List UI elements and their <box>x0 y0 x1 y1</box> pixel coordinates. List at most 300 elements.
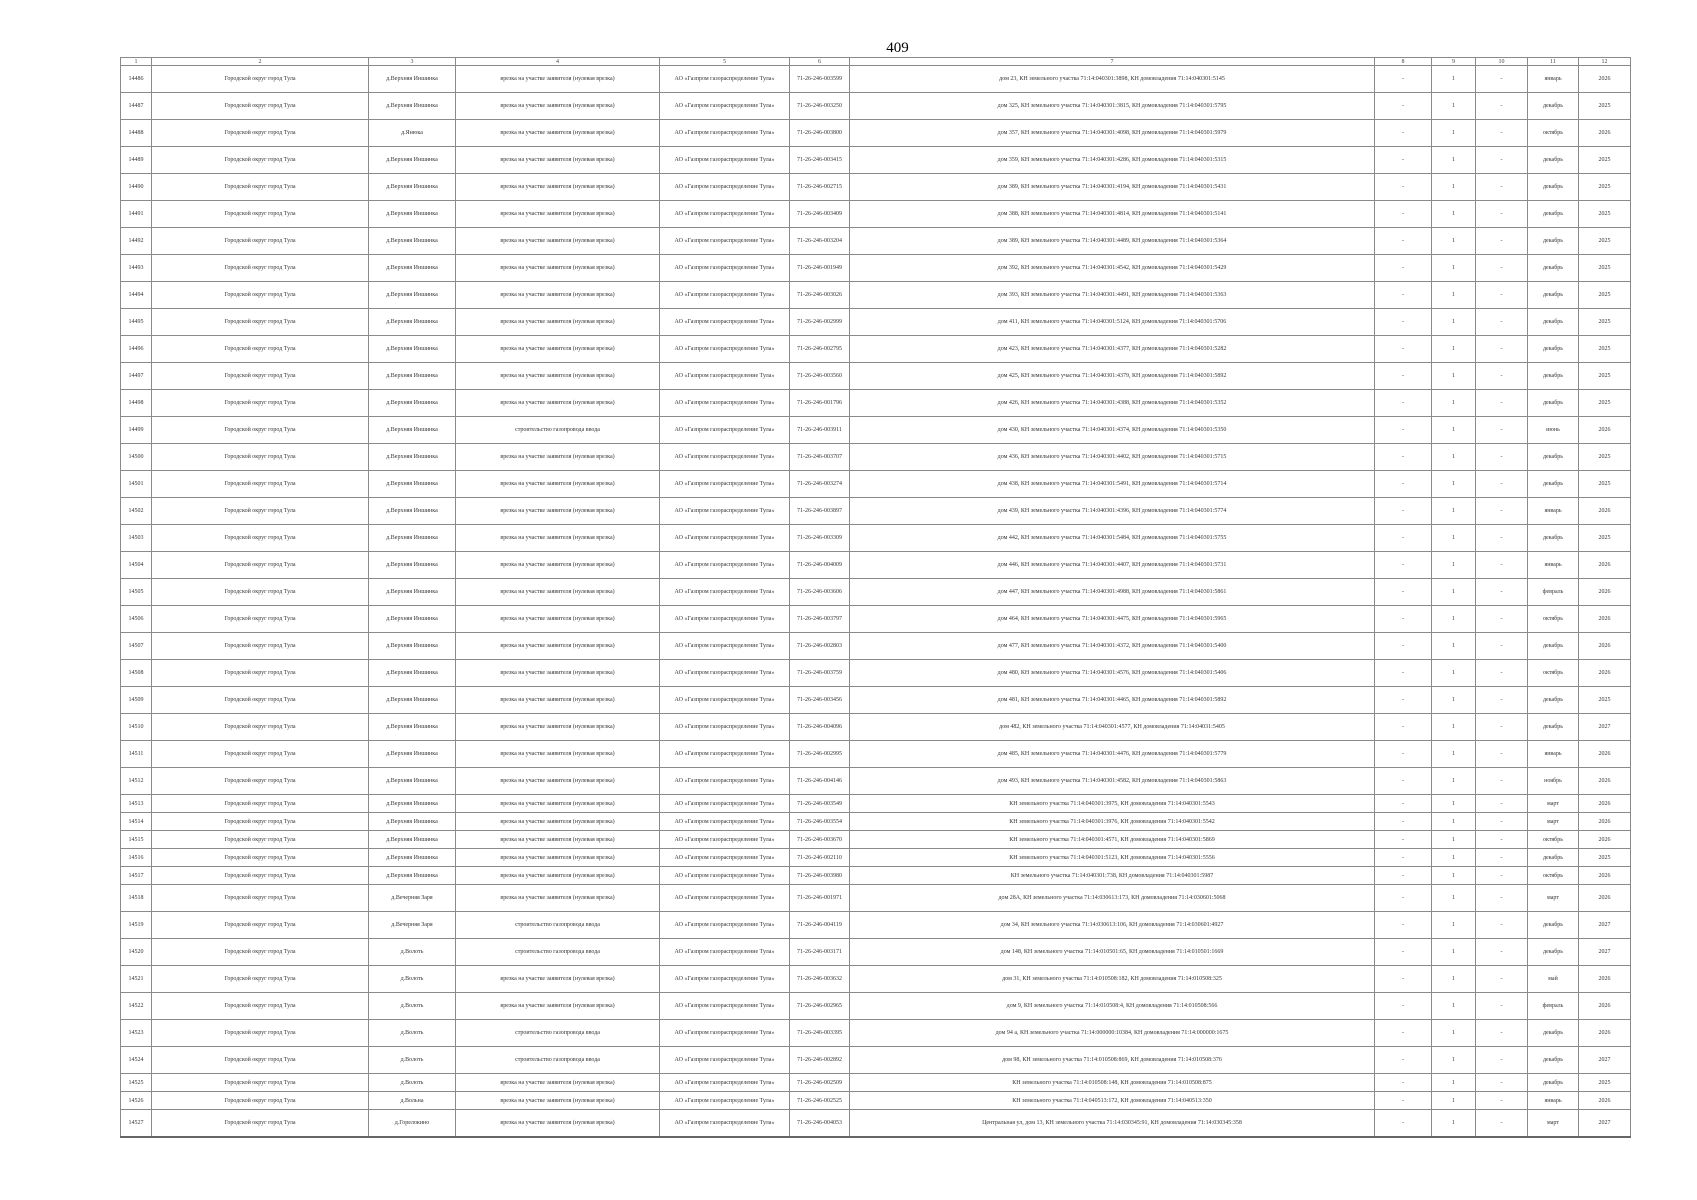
application-code-cell: 71-26-246-003554 <box>790 813 850 831</box>
table-row <box>121 579 1631 606</box>
object-description-cell: КН земельного участка 71:14:040301:5123, КН домовладения 71:14:040301:5556 <box>850 849 1375 867</box>
object-description-cell: дом 23, КН земельного участка 71:14:040301:3898, КН домовладения 71:14:040301:5145 <box>850 66 1375 93</box>
column-10-cell: - <box>1476 66 1528 93</box>
column-8-cell: - <box>1375 390 1432 417</box>
organization-cell: АО «Газпром газораспределение Тула» <box>660 1047 790 1074</box>
year-cell: 2026 <box>1579 993 1631 1020</box>
column-10-cell: - <box>1476 525 1528 552</box>
quantity-cell: 1 <box>1432 606 1476 633</box>
table-row <box>121 714 1631 741</box>
object-description-cell: дом 480, КН земельного участка 71:14:040301:4576, КН домовладения 71:14:040301:5406 <box>850 660 1375 687</box>
settlement-cell: д.Верхняя Иншинка <box>369 498 456 525</box>
organization-cell: АО «Газпром газораспределение Тула» <box>660 93 790 120</box>
year-cell: 2026 <box>1579 1092 1631 1110</box>
work-type-cell: строительство газопровода ввода <box>456 939 660 966</box>
quantity-cell: 1 <box>1432 309 1476 336</box>
application-code-cell: 71-26-246-001796 <box>790 390 850 417</box>
organization-cell: АО «Газпром газораспределение Тула» <box>660 120 790 147</box>
year-cell: 2026 <box>1579 606 1631 633</box>
quantity-cell: 1 <box>1432 552 1476 579</box>
year-cell: 2026 <box>1579 966 1631 993</box>
row-number-cell: 14502 <box>121 498 152 525</box>
organization-cell: АО «Газпром газораспределение Тула» <box>660 606 790 633</box>
month-cell: январь <box>1528 66 1579 93</box>
settlement-cell: д.Верхняя Иншинка <box>369 741 456 768</box>
row-number-cell: 14516 <box>121 849 152 867</box>
application-code-cell: 71-26-246-003456 <box>790 687 850 714</box>
row-number-cell: 14486 <box>121 66 152 93</box>
organization-cell: АО «Газпром газораспределение Тула» <box>660 390 790 417</box>
district-cell: Городской округ город Тула <box>152 1074 369 1092</box>
table-row <box>121 687 1631 714</box>
work-type-cell: врезка на участке заявителя (нулевая врезка) <box>456 336 660 363</box>
column-8-cell: - <box>1375 417 1432 444</box>
column-10-cell: - <box>1476 966 1528 993</box>
district-cell: Городской округ город Тула <box>152 867 369 885</box>
work-type-cell: строительство газопровода ввода <box>456 912 660 939</box>
quantity-cell: 1 <box>1432 255 1476 282</box>
settlement-cell: д.Вечерняя Заря <box>369 912 456 939</box>
table-row <box>121 498 1631 525</box>
organization-cell: АО «Газпром газораспределение Тула» <box>660 228 790 255</box>
quantity-cell: 1 <box>1432 939 1476 966</box>
month-cell: декабрь <box>1528 336 1579 363</box>
column-10-cell: - <box>1476 1074 1528 1092</box>
quantity-cell: 1 <box>1432 525 1476 552</box>
district-cell: Городской округ город Тула <box>152 120 369 147</box>
organization-cell: АО «Газпром газораспределение Тула» <box>660 309 790 336</box>
object-description-cell: дом 393, КН земельного участка 71:14:040301:4491, КН домовладения 71:14:040301:5363 <box>850 282 1375 309</box>
year-cell: 2026 <box>1579 768 1631 795</box>
table-row <box>121 966 1631 993</box>
year-cell: 2025 <box>1579 363 1631 390</box>
month-cell: декабрь <box>1528 714 1579 741</box>
application-code-cell: 71-26-246-002525 <box>790 1092 850 1110</box>
quantity-cell: 1 <box>1432 1110 1476 1138</box>
row-number-cell: 14514 <box>121 813 152 831</box>
column-8-cell: - <box>1375 120 1432 147</box>
month-cell: декабрь <box>1528 390 1579 417</box>
settlement-cell: д.Верхняя Иншинка <box>369 390 456 417</box>
year-cell: 2027 <box>1579 714 1631 741</box>
column-8-cell: - <box>1375 93 1432 120</box>
settlement-cell: д.Верхняя Иншинка <box>369 687 456 714</box>
month-cell: октябрь <box>1528 660 1579 687</box>
district-cell: Городской округ город Тула <box>152 444 369 471</box>
column-10-cell: - <box>1476 1020 1528 1047</box>
month-cell: март <box>1528 813 1579 831</box>
settlement-cell: д.Верхняя Иншинка <box>369 336 456 363</box>
application-code-cell: 71-26-246-002509 <box>790 1074 850 1092</box>
column-header: 10 <box>1476 58 1528 66</box>
quantity-cell: 1 <box>1432 912 1476 939</box>
year-cell: 2026 <box>1579 1020 1631 1047</box>
year-cell: 2025 <box>1579 201 1631 228</box>
column-8-cell: - <box>1375 255 1432 282</box>
year-cell: 2026 <box>1579 579 1631 606</box>
settlement-cell: д.Верхняя Иншинка <box>369 813 456 831</box>
column-10-cell: - <box>1476 1047 1528 1074</box>
column-header: 9 <box>1432 58 1476 66</box>
column-10-cell: - <box>1476 579 1528 606</box>
column-header: 6 <box>790 58 850 66</box>
month-cell: декабрь <box>1528 174 1579 201</box>
row-number-cell: 14527 <box>121 1110 152 1138</box>
work-type-cell: врезка на участке заявителя (нулевая врезка) <box>456 471 660 498</box>
column-8-cell: - <box>1375 1020 1432 1047</box>
column-10-cell: - <box>1476 417 1528 444</box>
object-description-cell: КН земельного участка 71:14:040513:172, КН домовладения 71:14:040513:350 <box>850 1092 1375 1110</box>
application-code-cell: 71-26-246-003549 <box>790 795 850 813</box>
application-code-cell: 71-26-246-004009 <box>790 552 850 579</box>
year-cell: 2026 <box>1579 831 1631 849</box>
organization-cell: АО «Газпром газораспределение Тула» <box>660 66 790 93</box>
column-8-cell: - <box>1375 309 1432 336</box>
work-type-cell: врезка на участке заявителя (нулевая врезка) <box>456 147 660 174</box>
organization-cell: АО «Газпром газораспределение Тула» <box>660 552 790 579</box>
organization-cell: АО «Газпром газораспределение Тула» <box>660 498 790 525</box>
work-type-cell: врезка на участке заявителя (нулевая врезка) <box>456 552 660 579</box>
application-code-cell: 71-26-246-003204 <box>790 228 850 255</box>
column-8-cell: - <box>1375 1047 1432 1074</box>
organization-cell: АО «Газпром газораспределение Тула» <box>660 363 790 390</box>
column-10-cell: - <box>1476 813 1528 831</box>
month-cell: декабрь <box>1528 444 1579 471</box>
district-cell: Городской округ город Тула <box>152 714 369 741</box>
month-cell: октябрь <box>1528 867 1579 885</box>
month-cell: декабрь <box>1528 93 1579 120</box>
column-8-cell: - <box>1375 201 1432 228</box>
row-number-cell: 14497 <box>121 363 152 390</box>
column-8-cell: - <box>1375 147 1432 174</box>
column-8-cell: - <box>1375 66 1432 93</box>
month-cell: ноябрь <box>1528 768 1579 795</box>
row-number-cell: 14515 <box>121 831 152 849</box>
application-code-cell: 71-26-246-003409 <box>790 201 850 228</box>
work-type-cell: врезка на участке заявителя (нулевая врезка) <box>456 93 660 120</box>
settlement-cell: д.Волоть <box>369 1047 456 1074</box>
settlement-cell: д.Верхняя Иншинка <box>369 444 456 471</box>
object-description-cell: дом 357, КН земельного участка 71:14:040301:4098, КН домовладения 71:14:040301:5979 <box>850 120 1375 147</box>
quantity-cell: 1 <box>1432 201 1476 228</box>
application-code-cell: 71-26-246-003707 <box>790 444 850 471</box>
work-type-cell: врезка на участке заявителя (нулевая врезка) <box>456 363 660 390</box>
column-8-cell: - <box>1375 498 1432 525</box>
district-cell: Городской округ город Тула <box>152 831 369 849</box>
object-description-cell: КН земельного участка 71:14:040301:3975, КН домовладения 71:14:040301:5543 <box>850 795 1375 813</box>
table-row <box>121 552 1631 579</box>
application-code-cell: 71-26-246-003632 <box>790 966 850 993</box>
object-description-cell: дом 446, КН земельного участка 71:14:040301:4407, КН домовладения 71:14:040301:5731 <box>850 552 1375 579</box>
organization-cell: АО «Газпром газораспределение Тула» <box>660 417 790 444</box>
quantity-cell: 1 <box>1432 390 1476 417</box>
column-8-cell: - <box>1375 966 1432 993</box>
month-cell: декабрь <box>1528 633 1579 660</box>
district-cell: Городской округ город Тула <box>152 1020 369 1047</box>
quantity-cell: 1 <box>1432 579 1476 606</box>
settlement-cell: д.Верхняя Иншинка <box>369 633 456 660</box>
organization-cell: АО «Газпром газораспределение Тула» <box>660 255 790 282</box>
column-header: 4 <box>456 58 660 66</box>
column-10-cell: - <box>1476 498 1528 525</box>
column-8-cell: - <box>1375 795 1432 813</box>
settlement-cell: д.Верхняя Иншинка <box>369 93 456 120</box>
quantity-cell: 1 <box>1432 813 1476 831</box>
row-number-cell: 14489 <box>121 147 152 174</box>
table-row <box>121 795 1631 813</box>
application-code-cell: 71-26-246-002999 <box>790 309 850 336</box>
quantity-cell: 1 <box>1432 93 1476 120</box>
work-type-cell: врезка на участке заявителя (нулевая врезка) <box>456 714 660 741</box>
organization-cell: АО «Газпром газораспределение Тула» <box>660 831 790 849</box>
application-code-cell: 71-26-246-002795 <box>790 336 850 363</box>
settlement-cell: д.Янюка <box>369 120 456 147</box>
work-type-cell: врезка на участке заявителя (нулевая врезка) <box>456 525 660 552</box>
settlement-cell: д.Волоть <box>369 939 456 966</box>
object-description-cell: дом 148, КН земельного участка 71:14:010501:65, КН домовладения 71:14:010501:1669 <box>850 939 1375 966</box>
column-10-cell: - <box>1476 255 1528 282</box>
district-cell: Городской округ город Тула <box>152 228 369 255</box>
row-number-cell: 14495 <box>121 309 152 336</box>
column-header: 1 <box>121 58 152 66</box>
work-type-cell: врезка на участке заявителя (нулевая врезка) <box>456 660 660 687</box>
settlement-cell: д.Верхняя Иншинка <box>369 867 456 885</box>
column-8-cell: - <box>1375 444 1432 471</box>
application-code-cell: 71-26-246-002965 <box>790 993 850 1020</box>
work-type-cell: врезка на участке заявителя (нулевая врезка) <box>456 309 660 336</box>
settlement-cell: д.Верхняя Иншинка <box>369 174 456 201</box>
application-code-cell: 71-26-246-003560 <box>790 363 850 390</box>
organization-cell: АО «Газпром газораспределение Тула» <box>660 849 790 867</box>
table-row <box>121 525 1631 552</box>
column-8-cell: - <box>1375 552 1432 579</box>
column-8-cell: - <box>1375 939 1432 966</box>
work-type-cell: врезка на участке заявителя (нулевая врезка) <box>456 1074 660 1092</box>
settlement-cell: д.Верхняя Иншинка <box>369 363 456 390</box>
year-cell: 2025 <box>1579 147 1631 174</box>
object-description-cell: дом 425, КН земельного участка 71:14:040301:4379, КН домовладения 71:14:040301:5892 <box>850 363 1375 390</box>
organization-cell: АО «Газпром газораспределение Тула» <box>660 687 790 714</box>
row-number-cell: 14523 <box>121 1020 152 1047</box>
header-row <box>121 58 1631 66</box>
district-cell: Городской округ город Тула <box>152 552 369 579</box>
settlement-cell: д.Горелокино <box>369 1110 456 1138</box>
month-cell: декабрь <box>1528 849 1579 867</box>
month-cell: декабрь <box>1528 201 1579 228</box>
work-type-cell: врезка на участке заявителя (нулевая врезка) <box>456 993 660 1020</box>
quantity-cell: 1 <box>1432 498 1476 525</box>
settlement-cell: д.Верхняя Иншинка <box>369 831 456 849</box>
organization-cell: АО «Газпром газораспределение Тула» <box>660 912 790 939</box>
row-number-cell: 14498 <box>121 390 152 417</box>
organization-cell: АО «Газпром газораспределение Тула» <box>660 579 790 606</box>
organization-cell: АО «Газпром газораспределение Тула» <box>660 993 790 1020</box>
year-cell: 2025 <box>1579 687 1631 714</box>
month-cell: декабрь <box>1528 282 1579 309</box>
settlement-cell: д.Верхняя Иншинка <box>369 228 456 255</box>
application-code-cell: 71-26-246-004119 <box>790 912 850 939</box>
object-description-cell: дом 481, КН земельного участка 71:14:040301:4465, КН домовладения 71:14:040301:5892 <box>850 687 1375 714</box>
row-number-cell: 14522 <box>121 993 152 1020</box>
table-row <box>121 390 1631 417</box>
year-cell: 2025 <box>1579 282 1631 309</box>
object-description-cell: дом 447, КН земельного участка 71:14:040301:4988, КН домовладения 71:14:040301:5861 <box>850 579 1375 606</box>
district-cell: Городской округ город Тула <box>152 1092 369 1110</box>
quantity-cell: 1 <box>1432 444 1476 471</box>
district-cell: Городской округ город Тула <box>152 633 369 660</box>
settlement-cell: д.Волоть <box>369 1074 456 1092</box>
application-code-cell: 71-26-246-003980 <box>790 867 850 885</box>
organization-cell: АО «Газпром газораспределение Тула» <box>660 660 790 687</box>
column-8-cell: - <box>1375 579 1432 606</box>
month-cell: январь <box>1528 1092 1579 1110</box>
settlement-cell: д.Верхняя Иншинка <box>369 255 456 282</box>
district-cell: Городской округ город Тула <box>152 336 369 363</box>
quantity-cell: 1 <box>1432 363 1476 390</box>
district-cell: Городской округ город Тула <box>152 282 369 309</box>
settlement-cell: д.Верхняя Иншинка <box>369 768 456 795</box>
object-description-cell: дом 439, КН земельного участка 71:14:040301:4396, КН домовладения 71:14:040301:5774 <box>850 498 1375 525</box>
organization-cell: АО «Газпром газораспределение Тула» <box>660 1020 790 1047</box>
month-cell: декабрь <box>1528 912 1579 939</box>
organization-cell: АО «Газпром газораспределение Тула» <box>660 336 790 363</box>
row-number-cell: 14491 <box>121 201 152 228</box>
settlement-cell: д.Верхняя Иншинка <box>369 849 456 867</box>
application-code-cell: 71-26-246-003606 <box>790 579 850 606</box>
district-cell: Городской округ город Тула <box>152 201 369 228</box>
column-10-cell: - <box>1476 768 1528 795</box>
column-header: 12 <box>1579 58 1631 66</box>
year-cell: 2026 <box>1579 813 1631 831</box>
object-description-cell: КН земельного участка 71:14:040301:738, КН домовладения 71:14:040301:5987 <box>850 867 1375 885</box>
year-cell: 2026 <box>1579 120 1631 147</box>
year-cell: 2025 <box>1579 255 1631 282</box>
table-row <box>121 336 1631 363</box>
work-type-cell: врезка на участке заявителя (нулевая врезка) <box>456 66 660 93</box>
settlement-cell: д.Верхняя Иншинка <box>369 471 456 498</box>
organization-cell: АО «Газпром газораспределение Тула» <box>660 174 790 201</box>
object-description-cell: дом 436, КН земельного участка 71:14:040301:4402, КН домовладения 71:14:040301:5715 <box>850 444 1375 471</box>
settlement-cell: д.Волоть <box>369 966 456 993</box>
quantity-cell: 1 <box>1432 660 1476 687</box>
settlement-cell: д.Вольна <box>369 1092 456 1110</box>
row-number-cell: 14501 <box>121 471 152 498</box>
work-type-cell: врезка на участке заявителя (нулевая врезка) <box>456 282 660 309</box>
application-code-cell: 71-26-246-003911 <box>790 417 850 444</box>
year-cell: 2027 <box>1579 1047 1631 1074</box>
settlement-cell: д.Верхняя Иншинка <box>369 147 456 174</box>
settlement-cell: д.Верхняя Иншинка <box>369 282 456 309</box>
table-row <box>121 120 1631 147</box>
district-cell: Городской округ город Тула <box>152 255 369 282</box>
settlement-cell: д.Верхняя Иншинка <box>369 579 456 606</box>
settlement-cell: д.Вечерняя Заря <box>369 885 456 912</box>
column-10-cell: - <box>1476 939 1528 966</box>
month-cell: январь <box>1528 741 1579 768</box>
application-code-cell: 71-26-246-003395 <box>790 1020 850 1047</box>
year-cell: 2025 <box>1579 309 1631 336</box>
column-10-cell: - <box>1476 1092 1528 1110</box>
table-row <box>121 444 1631 471</box>
table-row <box>121 147 1631 174</box>
table-row <box>121 939 1631 966</box>
application-code-cell: 71-26-246-003797 <box>790 606 850 633</box>
row-number-cell: 14508 <box>121 660 152 687</box>
month-cell: февраль <box>1528 993 1579 1020</box>
column-8-cell: - <box>1375 993 1432 1020</box>
column-10-cell: - <box>1476 282 1528 309</box>
column-10-cell: - <box>1476 849 1528 867</box>
district-cell: Городской округ город Тула <box>152 849 369 867</box>
work-type-cell: врезка на участке заявителя (нулевая врезка) <box>456 120 660 147</box>
district-cell: Городской округ город Тула <box>152 66 369 93</box>
object-description-cell: дом 430, КН земельного участка 71:14:040301:4374, КН домовладения 71:14:040301:5350 <box>850 417 1375 444</box>
organization-cell: АО «Газпром газораспределение Тула» <box>660 1092 790 1110</box>
work-type-cell: врезка на участке заявителя (нулевая врезка) <box>456 498 660 525</box>
month-cell: декабрь <box>1528 1074 1579 1092</box>
table-row <box>121 363 1631 390</box>
application-code-cell: 71-26-246-002892 <box>790 1047 850 1074</box>
table-row <box>121 660 1631 687</box>
column-10-cell: - <box>1476 885 1528 912</box>
application-code-cell: 71-26-246-003599 <box>790 66 850 93</box>
column-8-cell: - <box>1375 525 1432 552</box>
district-cell: Городской округ город Тула <box>152 687 369 714</box>
column-10-cell: - <box>1476 867 1528 885</box>
row-number-cell: 14524 <box>121 1047 152 1074</box>
year-cell: 2027 <box>1579 912 1631 939</box>
month-cell: февраль <box>1528 579 1579 606</box>
quantity-cell: 1 <box>1432 1092 1476 1110</box>
column-8-cell: - <box>1375 336 1432 363</box>
table-row <box>121 1110 1631 1138</box>
work-type-cell: строительство газопровода ввода <box>456 1020 660 1047</box>
column-8-cell: - <box>1375 768 1432 795</box>
row-number-cell: 14520 <box>121 939 152 966</box>
table-row <box>121 1092 1631 1110</box>
column-10-cell: - <box>1476 741 1528 768</box>
organization-cell: АО «Газпром газораспределение Тула» <box>660 444 790 471</box>
object-description-cell: дом 28А, КН земельного участка 71:14:030613:173, КН домовладения 71:14:030601:5068 <box>850 885 1375 912</box>
table-row <box>121 1047 1631 1074</box>
column-8-cell: - <box>1375 471 1432 498</box>
quantity-cell: 1 <box>1432 120 1476 147</box>
quantity-cell: 1 <box>1432 768 1476 795</box>
month-cell: декабрь <box>1528 525 1579 552</box>
district-cell: Городской округ город Тула <box>152 174 369 201</box>
column-10-cell: - <box>1476 147 1528 174</box>
table-row <box>121 768 1631 795</box>
application-code-cell: 71-26-246-003171 <box>790 939 850 966</box>
month-cell: март <box>1528 1110 1579 1138</box>
district-cell: Городской округ город Тула <box>152 498 369 525</box>
month-cell: декабрь <box>1528 228 1579 255</box>
month-cell: декабрь <box>1528 309 1579 336</box>
column-header: 8 <box>1375 58 1432 66</box>
district-cell: Городской округ город Тула <box>152 309 369 336</box>
settlement-cell: д.Верхняя Иншинка <box>369 795 456 813</box>
month-cell: октябрь <box>1528 831 1579 849</box>
organization-cell: АО «Газпром газораспределение Тула» <box>660 633 790 660</box>
row-number-cell: 14488 <box>121 120 152 147</box>
organization-cell: АО «Газпром газораспределение Тула» <box>660 885 790 912</box>
quantity-cell: 1 <box>1432 966 1476 993</box>
column-8-cell: - <box>1375 282 1432 309</box>
year-cell: 2025 <box>1579 471 1631 498</box>
quantity-cell: 1 <box>1432 885 1476 912</box>
column-10-cell: - <box>1476 687 1528 714</box>
table-row <box>121 201 1631 228</box>
